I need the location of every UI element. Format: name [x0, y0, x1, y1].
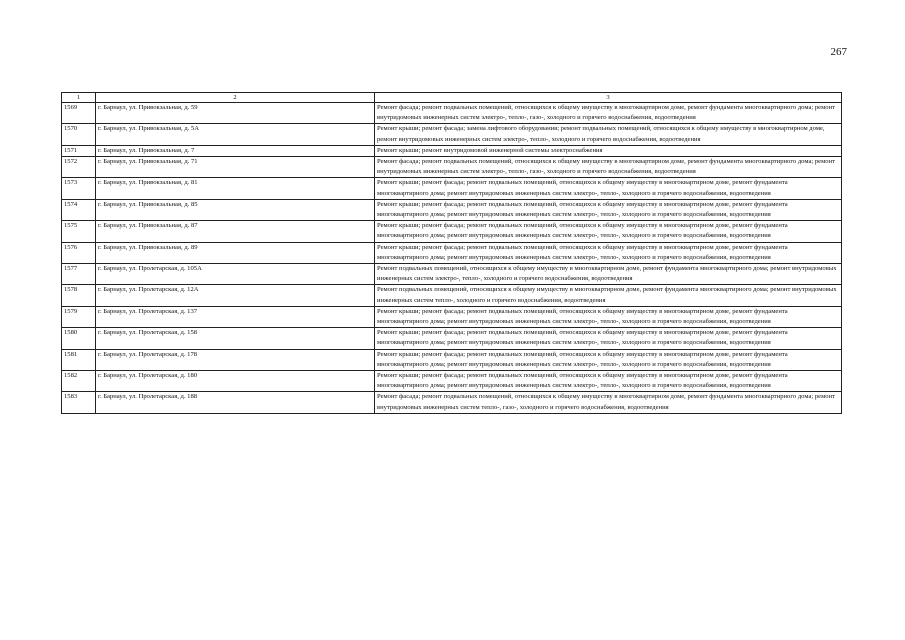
works-cell: Ремонт крыши; ремонт фасада; ремонт подвальных помещений, относящихся к общему имуществу в многоквартирном доме, ремонт фундамента многоквартирного дома; ремонт внутридомовых инженерных систем электро-, тепло-, холодного и горячего водоснабжения, водоотведения: [375, 349, 842, 370]
row-number-cell: 1579: [62, 306, 96, 327]
row-number-cell: 1578: [62, 285, 96, 306]
table-row: [62, 392, 842, 413]
header-col-3: 3: [375, 93, 842, 103]
row-number-cell: 1581: [62, 349, 96, 370]
row-number-cell: 1580: [62, 328, 96, 349]
works-cell: Ремонт крыши; ремонт фасада; ремонт подвальных помещений, относящихся к общему имуществу в многоквартирном доме, ремонт фундамента многоквартирного дома; ремонт внутридомовых инженерных систем электро-, тепло-, холодного и горячего водоснабжения, водоотведения: [375, 178, 842, 199]
row-number-cell: 1571: [62, 145, 96, 156]
address-cell: г. Барнаул, ул. Пролетарская, д. 12А: [96, 285, 375, 306]
works-cell: Ремонт крыши; ремонт фасада; ремонт подвальных помещений, относящихся к общему имуществу в многоквартирном доме, ремонт фундамента многоквартирного дома; ремонт внутридомовых инженерных систем электро-, тепло-, холодного и горячего водоснабжения, водоотведения: [375, 306, 842, 327]
row-number-cell: 1569: [62, 103, 96, 124]
row-number-cell: 1576: [62, 242, 96, 263]
works-table: [61, 92, 842, 414]
header-col-1: 1: [62, 93, 96, 103]
table-row: [62, 264, 842, 285]
table-row: [62, 285, 842, 306]
address-cell: г. Барнаул, ул. Привокзальная, д. 7: [96, 145, 375, 156]
table-row: [62, 178, 842, 199]
address-cell: г. Барнаул, ул. Пролетарская, д. 180: [96, 371, 375, 392]
works-cell: Ремонт подвальных помещений, относящихся к общему имуществу в многоквартирном доме, ремонт фундамента многоквартирного дома; ремонт внутридомовых инженерных систем тепло-, холодного и горячего водоснабжения, водоотведения: [375, 285, 842, 306]
table-row: [62, 124, 842, 145]
table-row: [62, 349, 842, 370]
works-cell: Ремонт крыши; ремонт фасада; ремонт подвальных помещений, относящихся к общему имуществу в многоквартирном доме, ремонт фундамента многоквартирного дома; ремонт внутридомовых инженерных систем электро-, тепло-, холодного и горячего водоснабжения, водоотведения: [375, 371, 842, 392]
address-cell: г. Барнаул, ул. Пролетарская, д. 178: [96, 349, 375, 370]
table-row: [62, 371, 842, 392]
row-number-cell: 1583: [62, 392, 96, 413]
works-cell: Ремонт крыши; ремонт фасада; ремонт подвальных помещений, относящихся к общему имуществу в многоквартирном доме, ремонт фундамента многоквартирного дома; ремонт внутридомовых инженерных систем электро-, тепло-, холодного и горячего водоснабжения, водоотведения: [375, 328, 842, 349]
row-number-cell: 1570: [62, 124, 96, 145]
header-col-2: 2: [96, 93, 375, 103]
table-row: [62, 157, 842, 178]
address-cell: г. Барнаул, ул. Привокзальная, д. 87: [96, 221, 375, 242]
works-cell: Ремонт крыши; ремонт фасада; ремонт подвальных помещений, относящихся к общему имуществу в многоквартирном доме, ремонт фундамента многоквартирного дома; ремонт внутридомовых инженерных систем электро-, тепло-, холодного и горячего водоснабжения, водоотведения: [375, 199, 842, 220]
row-number-cell: 1573: [62, 178, 96, 199]
address-cell: г. Барнаул, ул. Пролетарская, д. 158: [96, 328, 375, 349]
row-number-cell: 1572: [62, 157, 96, 178]
works-cell: Ремонт крыши; ремонт фасада; замена лифтового оборудования; ремонт подвальных помещений, относящихся к общему имуществу в многоквартирном доме, ремонт внутридомовых инженерных систем электро-, тепло-, холодного и горячего водоснабжения, водоотведения: [375, 124, 842, 145]
row-number-cell: 1574: [62, 199, 96, 220]
table-header: [62, 93, 842, 103]
table-row: [62, 145, 842, 156]
address-cell: г. Барнаул, ул. Привокзальная, д. 81: [96, 178, 375, 199]
works-cell: Ремонт подвальных помещений, относящихся к общему имуществу в многоквартирном доме, ремонт фундамента многоквартирного дома; ремонт внутридомовых инженерных систем электро-, тепло-, холодного и горячего водоснабжения, водоотведения: [375, 264, 842, 285]
page-number: 267: [830, 46, 847, 58]
address-cell: г. Барнаул, ул. Пролетарская, д. 105А: [96, 264, 375, 285]
table-row: [62, 306, 842, 327]
works-cell: Ремонт крыши; ремонт внутридомовой инженерной системы электроснабжения: [375, 145, 842, 156]
table-row: [62, 199, 842, 220]
works-cell: Ремонт фасада; ремонт подвальных помещений, относящихся к общему имуществу в многоквартирном доме, ремонт фундамента многоквартирного дома; ремонт внутридомовых инженерных систем электро-, тепло-, газо-, холодного и горячего водоснабжения, водоотведения: [375, 103, 842, 124]
address-cell: г. Барнаул, ул. Пролетарская, д. 188: [96, 392, 375, 413]
address-cell: г. Барнаул, ул. Привокзальная, д. 5А: [96, 124, 375, 145]
header-row: [62, 93, 842, 103]
address-cell: г. Барнаул, ул. Привокзальная, д. 59: [96, 103, 375, 124]
table-row: [62, 328, 842, 349]
address-cell: г. Барнаул, ул. Пролетарская, д. 137: [96, 306, 375, 327]
works-cell: Ремонт крыши; ремонт фасада; ремонт подвальных помещений, относящихся к общему имуществу в многоквартирном доме, ремонт фундамента многоквартирного дома; ремонт внутридомовых инженерных систем электро-, тепло-, холодного и горячего водоснабжения, водоотведения: [375, 221, 842, 242]
works-cell: Ремонт фасада; ремонт подвальных помещений, относящихся к общему имуществу в многоквартирном доме, ремонт фундамента многоквартирного дома; ремонт внутридомовых инженерных систем электро-, тепло-, газо-, холодного и горячего водоснабжения, водоотведения: [375, 157, 842, 178]
row-number-cell: 1575: [62, 221, 96, 242]
table-body: [62, 103, 842, 414]
table-row: [62, 103, 842, 124]
table-row: [62, 221, 842, 242]
address-cell: г. Барнаул, ул. Привокзальная, д. 89: [96, 242, 375, 263]
works-cell: Ремонт крыши; ремонт фасада; ремонт подвальных помещений, относящихся к общему имуществу в многоквартирном доме, ремонт фундамента многоквартирного дома; ремонт внутридомовых инженерных систем электро-, тепло-, холодного и горячего водоснабжения, водоотведения: [375, 242, 842, 263]
row-number-cell: 1582: [62, 371, 96, 392]
table-row: [62, 242, 842, 263]
address-cell: г. Барнаул, ул. Привокзальная, д. 71: [96, 157, 375, 178]
address-cell: г. Барнаул, ул. Привокзальная, д. 85: [96, 199, 375, 220]
row-number-cell: 1577: [62, 264, 96, 285]
works-cell: Ремонт фасада; ремонт подвальных помещений, относящихся к общему имуществу в многоквартирном доме, ремонт фундамента многоквартирного дома; ремонт внутридомовых инженерных систем тепло-, газо-, холодного и горячего водоснабжения, водоотведения: [375, 392, 842, 413]
